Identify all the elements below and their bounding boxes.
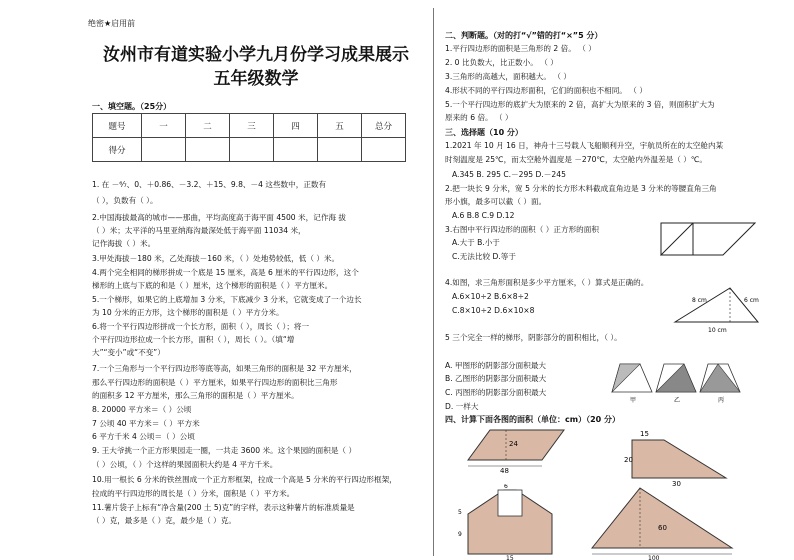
choice-line: 5 三个完全一样的梯形，阴影部分的面积相比，（ ）。 <box>445 333 622 342</box>
fill-line: 7.一个三角形与一个平行四边形等底等高，如果三角形的面积是 32 平方厘米， <box>92 364 357 373</box>
judge-line: 原来的 6 倍。 （ ） <box>445 113 513 122</box>
triangle-figure <box>672 282 762 334</box>
fill-line: 为 10 分米的正方形，这个梯形的面积是（ ）平方分米。 <box>92 308 284 317</box>
choice-line: A.345 B. 295 C.－295 D.－245 <box>452 170 566 179</box>
fill-line: 梯形的上底与下底的和是（ ）厘米，这个梯形的面积是（ ）平方厘米。 <box>92 281 333 290</box>
fill-line: 大”“变小”或“不变”） <box>92 348 165 357</box>
choice-line: A.6×10÷2 B.6×8÷2 <box>452 292 529 301</box>
fill-line: 8. 20000 平方米＝（ ）公顷 <box>92 405 192 414</box>
choice-line: 4.如图，求三角形面积是多少平方厘米，（ ）算式是正确的。 <box>445 278 649 287</box>
fill-line: 3.甲处海拔－180 米，乙处海拔－160 米，（ ）处地势较低，低（ ）米。 <box>92 254 340 263</box>
choice-line: C. 丙图形的阴影部分面积最大 <box>445 388 547 397</box>
choice-line: 形小旗，最多可以截（ ）面。 <box>445 197 547 206</box>
fill-line: 那么平行四边形的面积是（ ）平方厘米，如果平行四边形的面积比三角形 <box>92 378 338 387</box>
parallelogram-square-figure <box>660 222 756 256</box>
score-cell[interactable] <box>142 138 186 162</box>
fill-line: 10.用一根长 6 分米的铁丝围成一个正方形框架，拉成一个高是 5 分米的平行四边形框架， <box>92 475 397 484</box>
fill-line: 个平行四边形拉成一个长方形，面积（ ），周长（ ）。（填“增 <box>92 335 295 344</box>
calc1-label-48: 48 <box>500 467 509 474</box>
score-cell[interactable] <box>186 138 230 162</box>
fill-line: 记作海拔（ ）米。 <box>92 239 156 248</box>
judge-line: 5.一个平行四边形的底扩大为原来的 2 倍，高扩大为原来的 3 倍，则面积扩大为 <box>445 100 715 109</box>
calc3-label-15: 15 <box>506 555 514 560</box>
choice-line: 2.把一块长 9 分米，宽 5 分米的长方形木料截成直角边是 3 分米的等腰直角三角 <box>445 184 717 193</box>
fill-line: 拉成的平行四边形的周长是（ ）分米，面积是（ ）平方米。 <box>92 489 295 498</box>
judge-line: 2. 0 比负数大，比正数小。 （ ） <box>445 58 558 67</box>
choice-line: D. 一样大 <box>445 402 479 411</box>
section-3-heading: 三、选择题（10 分） <box>445 128 523 137</box>
score-row-label: 得分 <box>93 138 142 162</box>
trapezoid-label-b: 乙 <box>674 397 681 404</box>
choice-line: 3.右图中平行四边形的面积（ ）正方形的面积 <box>445 225 599 234</box>
calc-figure-trapezoid <box>622 426 732 486</box>
calc4-label-60: 60 <box>658 524 667 532</box>
fill-line: 5.一个梯形，如果它的上底增加 3 分米，下底减少 3 分米，它就变成了一个边长 <box>92 295 362 304</box>
judge-line: 4.形状不同的平行四边形面积，它们的面积也不相同。 （ ） <box>445 86 647 95</box>
score-header-cell: 三 <box>230 114 274 138</box>
calc1-label-24: 24 <box>509 440 518 448</box>
choice-line: A. 甲图形的阴影部分面积最大 <box>445 361 547 370</box>
choice-line: C.无法比较 D.等于 <box>452 252 516 261</box>
calc-figure-parallelogram <box>460 426 570 474</box>
choice-line: 时刻温度是 25℃，而太空舱外温度是 －270℃，太空舱内外温差是（ ）℃。 <box>445 155 708 164</box>
score-cell[interactable] <box>230 138 274 162</box>
judge-line: 1.平行四边形的面积是三角形的 2 倍。 （ ） <box>445 44 596 53</box>
calc2-label-20: 20 <box>624 456 633 464</box>
fill-line: 的面积多 12 平方厘米，那么三角形的面积是（ ）平方厘米。 <box>92 391 299 400</box>
score-table-header-row <box>93 114 406 138</box>
score-header-cell: 一 <box>142 114 186 138</box>
calc2-label-15: 15 <box>640 430 649 438</box>
fill-line: （ ）公顷，（ ）个这样的果园面积大约是 4 平方千米。 <box>92 460 278 469</box>
triangle-label-8: 8 cm <box>692 297 707 304</box>
fill-line: 7 公顷 40 平方米＝（ ）平方米 <box>92 419 200 428</box>
section-2-heading: 二、判断题。（对的打“√”错的打“×”5 分） <box>445 31 603 40</box>
fill-line: 9. 王大爷挑一个正方形果园走一圈，一共走 3600 米。这个果园的面积是（ ） <box>92 446 357 455</box>
calc3-label-6: 6 <box>504 484 508 490</box>
score-cell[interactable] <box>318 138 362 162</box>
calc3-label-5: 5 <box>458 509 462 516</box>
score-cell[interactable] <box>362 138 406 162</box>
section-4-heading: 四、计算下面各图的面积（单位：cm）（20 分） <box>445 415 620 424</box>
score-header-cell: 总分 <box>362 114 406 138</box>
fill-line: （ ）米；太平洋的马里亚纳海沟最深处低于海平面 11034 米， <box>92 226 306 235</box>
trapezoids-figure <box>610 360 742 404</box>
fill-line: （ ）克，最多是（ ）克，最少是（ ）克。 <box>92 516 236 525</box>
fill-line: 1. 在 －⁶⁄₇、0、＋0.86、－3.2、＋15、9.8、－4 这些数中，正数有 <box>92 180 327 189</box>
fill-line: 6 平方千米 4 公顷＝（ ）公顷 <box>92 432 195 441</box>
score-header-cell: 五 <box>318 114 362 138</box>
calc-figure-house <box>458 484 568 560</box>
school-title: 汝州市有道实验小学九月份学习成果展示 <box>103 45 409 65</box>
calc-figure-triangle <box>588 480 748 560</box>
score-header-cell: 题号 <box>93 114 142 138</box>
score-table-score-row <box>93 138 406 162</box>
trapezoid-label-a: 甲 <box>630 397 637 404</box>
fill-line: 6.将一个平行四边形拼成一个长方形，面积（ ），周长（ ）；将一 <box>92 322 310 331</box>
fill-line: 11.薯片袋子上标有“净含量(200 土 5)克”的字样，表示这种薯片的标准质量是 <box>92 503 355 512</box>
fill-line: 2.中国海拔最高的城市——那曲，平均高度高于海平面 4500 米，记作海 拔 <box>92 213 347 222</box>
calc4-label-100: 100 <box>648 555 660 560</box>
fill-line: 4.两个完全相同的梯形拼成一个底是 15 厘米，高是 6 厘米的平行四边形，这个 <box>92 268 359 277</box>
calc2-label-30: 30 <box>672 480 681 486</box>
choice-line: A.大于 B.小于 <box>452 238 500 247</box>
judge-line: 3.三角形的高越大，面积越大。 （ ） <box>445 72 571 81</box>
trapezoid-label-c: 丙 <box>718 397 725 404</box>
choice-line: B. 乙图形的阴影部分面积最大 <box>445 374 547 383</box>
choice-line: C.8×10÷2 D.6×10×8 <box>452 306 535 315</box>
score-header-cell: 四 <box>274 114 318 138</box>
calc3-label-9: 9 <box>458 531 462 538</box>
triangle-label-6: 6 cm <box>744 297 759 304</box>
score-table <box>92 113 406 162</box>
section-1-heading: 一、填空题。（25分） <box>92 102 172 111</box>
choice-line: 1.2021 年 10 月 16 日，神舟十三号载人飞船顺利升空，宇航员所在的太空舱内某 <box>445 141 724 150</box>
choice-line: A.6 B.8 C.9 D.12 <box>452 211 515 220</box>
triangle-label-10: 10 cm <box>708 327 727 334</box>
secret-label: 绝密★启用前 <box>88 19 136 28</box>
score-cell[interactable] <box>274 138 318 162</box>
column-divider <box>433 8 434 556</box>
grade-title: 五年级数学 <box>213 69 299 89</box>
fill-line: （ ），负数有（ ）。 <box>92 196 158 205</box>
score-header-cell: 二 <box>186 114 230 138</box>
